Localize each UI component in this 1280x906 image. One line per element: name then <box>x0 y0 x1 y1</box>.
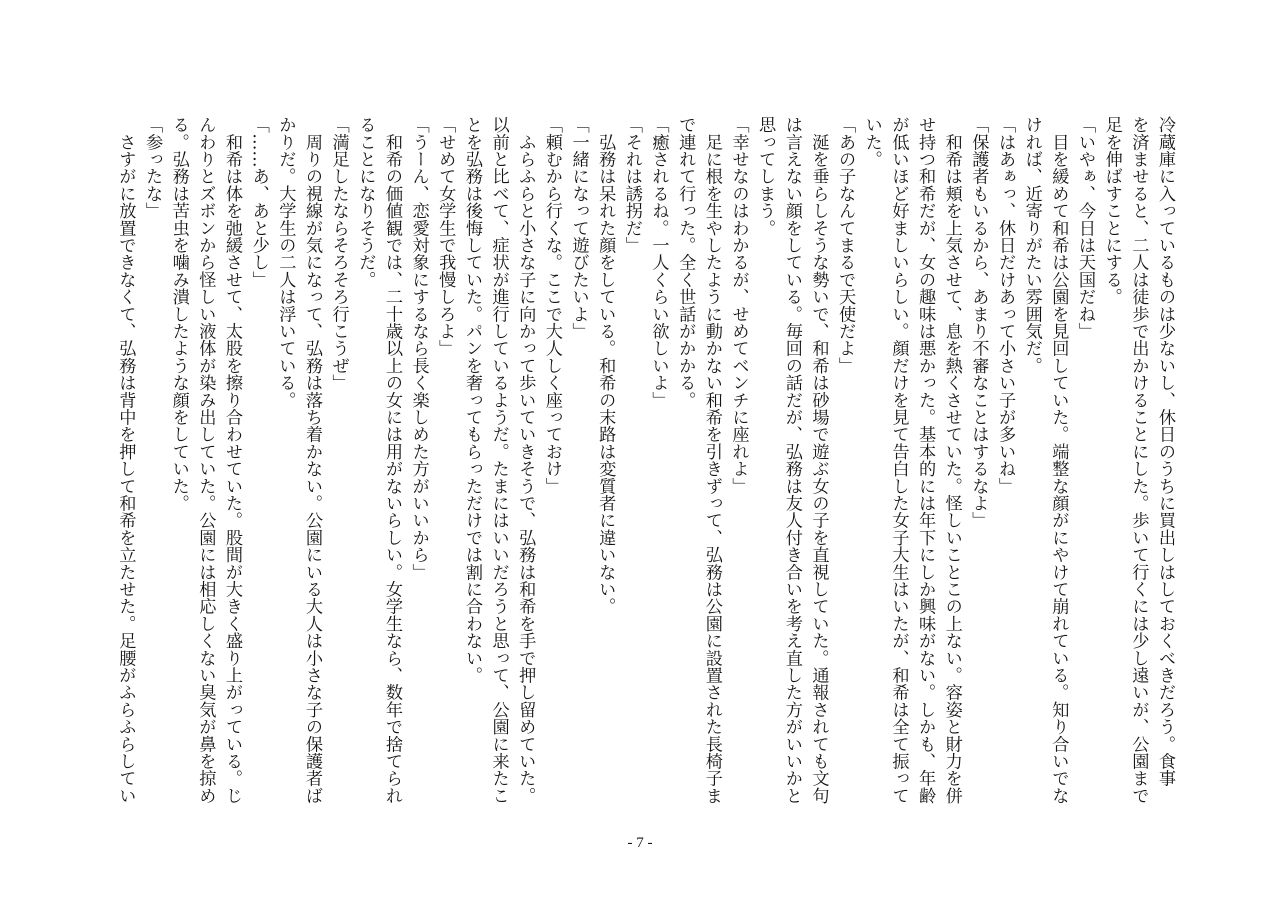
text-line: 「頼むから行くな。ここで大人しく座っておけ」 <box>541 116 562 495</box>
text-line: 目を緩めて和希は公園を見回していた。端整な顔がにやけて崩れている。知り合いでな <box>1048 116 1069 804</box>
text-line: 「幸せなのはわかるが、せめてベンチに座れよ」 <box>728 116 749 495</box>
text-line: ふらふらと小さな子に向かって歩いていきそうで、弘務は和希を手で押し留めていた。 <box>515 116 536 804</box>
text-line: 冷蔵庫に入っているものは少ないし、休日のうちに買出しはしておくべきだろう。食事 <box>1155 116 1175 787</box>
text-line: 「参ったな」 <box>142 116 163 220</box>
page-number: - 7 - <box>627 835 653 851</box>
text-line: で連れて行った。全く世話がかかる。 <box>675 116 696 409</box>
text-line: せ持つ和希だが、女の趣味は悪かった。基本的には年下にしか興味がない。しかも、年齢 <box>915 116 936 804</box>
text-line: が低いほど好ましいらしい。顔だけを見て告白した女子大生はいたが、和希は全て振って <box>888 116 909 804</box>
text-line: 思ってしまう。 <box>755 116 776 237</box>
text-line: 「せめて女学生で我慢しろよ」 <box>435 116 456 357</box>
text-line: かりだ。大学生の二人は浮いている。 <box>275 116 296 409</box>
manuscript-body <box>112 116 1178 806</box>
text-line: 「満足したならそろそろ行こうぜ」 <box>328 116 349 392</box>
text-line: 和希は頬を上気させて、息を熱くさせていた。怪しいことこの上ない。容姿と財力を併 <box>941 116 962 804</box>
text-line: ければ、近寄りがたい雰囲気だ。 <box>1021 116 1042 374</box>
text-line: ることになりそうだ。 <box>355 116 376 288</box>
text-line: 「一緒になって遊びたいよ」 <box>568 116 589 340</box>
text-line: 「……あ、あと少し」 <box>248 116 269 288</box>
text-line: さすがに放置できなくて、弘務は背中を押して和希を立たせた。足腰がふらふらしてい <box>115 116 136 804</box>
text-line: 以前と比べて、症状が進行しているようだ。たまにはいいだろうと思って、公園に来たこ <box>488 116 509 804</box>
text-line: は言えない顔をしている。毎回の話だが、弘務は友人付き合いを考え直した方がいいかと <box>781 116 802 804</box>
text-line: 和希は体を弛緩させて、太股を擦り合わせていた。股間が大きく盛り上がっている。じ <box>222 116 243 804</box>
text-line: 「うーん、恋愛対象にするなら長く楽しめた方がいいから」 <box>408 116 429 581</box>
text-line: 涎を垂らしそうな勢いで、和希は砂場で遊ぶ女の子を直視していた。通報されても文句 <box>808 116 829 804</box>
text-line: る。弘務は苦虫を噛み潰したような顔をしていた。 <box>168 116 189 512</box>
text-line: 足を伸ばすことにする。 <box>1101 116 1122 306</box>
text-line: 弘務は呆れた顔をしている。和希の末路は変質者に違いない。 <box>595 116 616 615</box>
text-line: 足に根を生やしたように動かない和希を引きずって、弘務は公園に設置された長椅子ま <box>701 116 722 804</box>
text-line: 「それは誘拐だ」 <box>621 116 642 254</box>
text-line: いた。 <box>861 116 882 168</box>
text-line: 「いやぁ、今日は天国だね」 <box>1075 116 1096 340</box>
text-line: んわりとズボンから怪しい液体が染み出していた。公園には相応しくない臭気が鼻を掠め <box>195 116 216 805</box>
text-line: 「癒されるね。一人くらい欲しいよ」 <box>648 116 669 409</box>
text-line: 「保護者もいるから、あまり不審なことはするなよ」 <box>968 116 989 529</box>
text-line: 和希の価値観では、二十歳以上の女には用がないらしい。女学生なら、数年で捨てられ <box>381 116 402 804</box>
text-line: 周りの視線が気になって、弘務は落ち着かない。公園にいる大人は小さな子の保護者ば <box>302 116 322 805</box>
text-line: を済ませると、二人は徒歩で出かけることにした。歩いて行くには少し遠いが、公園まで <box>1128 116 1149 804</box>
text-line: とを弘務は後悔していた。パンを奢ってもらっただけでは割に合わない。 <box>461 116 482 684</box>
text-line: 「あの子なんてまるで天使だよ」 <box>835 116 856 374</box>
text-line: 「はあぁっ、休日だけあって小さい子が多いね」 <box>995 116 1016 495</box>
